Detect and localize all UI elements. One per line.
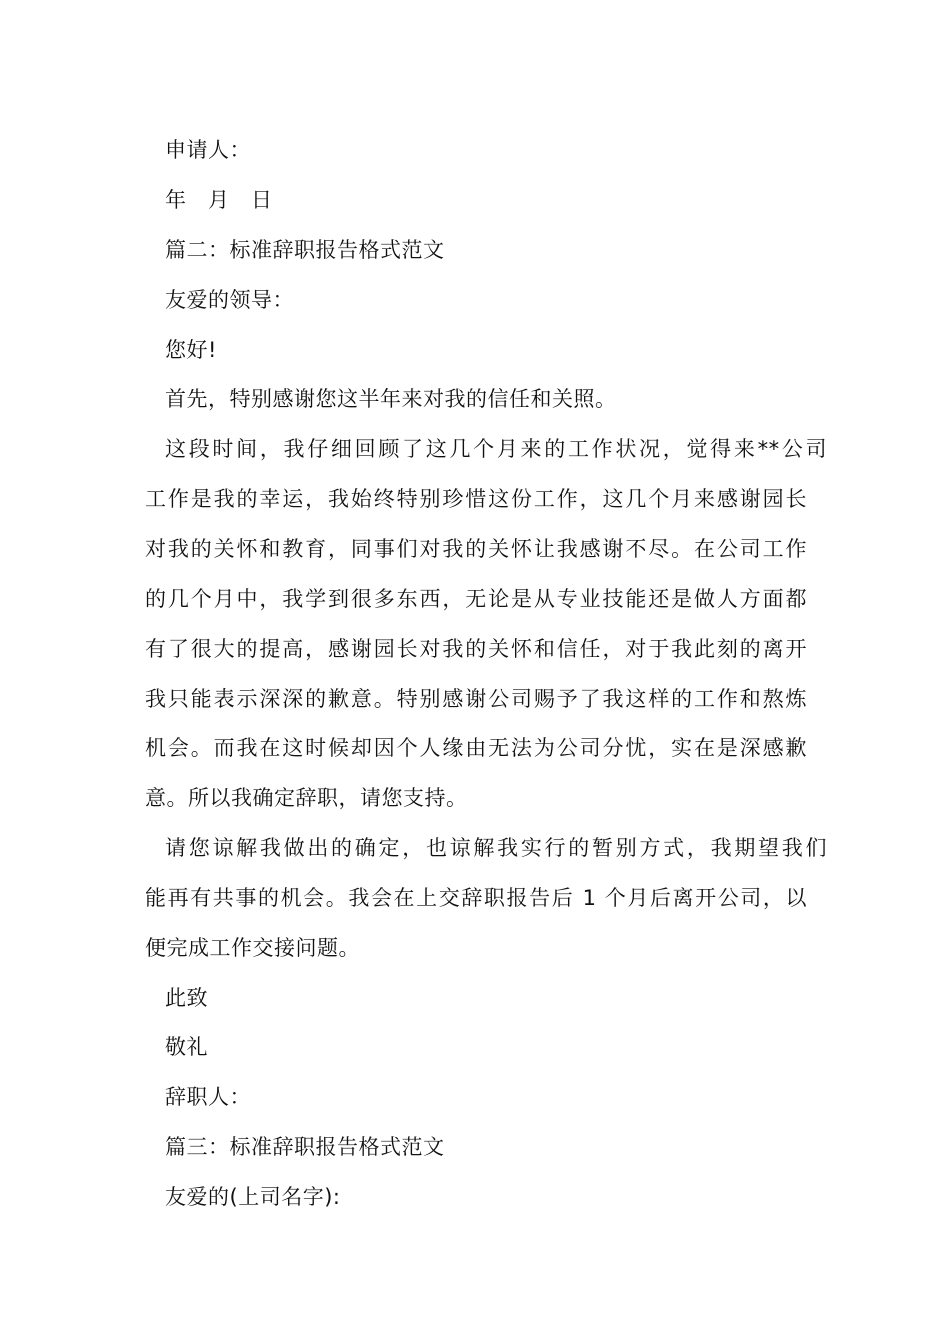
applicant-label: 申请人：	[165, 138, 251, 162]
paragraph-line: 请您谅解我做出的确定，也谅解我实行的暂别方式，我期望我们	[165, 836, 827, 860]
paragraph-line: 有了很大的提高，感谢园长对我的关怀和信任，对于我此刻的离开	[145, 637, 807, 661]
salutation: 友爱的(上司名字):	[165, 1185, 341, 1209]
paragraph-line: 工作是我的幸运，我始终特别珍惜这份工作，这几个月来感谢园长	[145, 487, 807, 511]
greeting: 您好!	[165, 338, 217, 362]
paragraph-line: 机会。而我在这时候却因个人缘由无法为公司分忧，实在是深感歉	[145, 736, 807, 760]
paragraph-line: 这段时间，我仔细回顾了这几个月来的工作状况，觉得来**公司	[165, 437, 827, 461]
paragraph-line: 能再有共事的机会。我会在上交辞职报告后 1 个月后离开公司，以	[145, 886, 807, 910]
closing-line: 此致	[165, 986, 208, 1010]
signatory-label: 辞职人：	[165, 1085, 251, 1109]
salutation: 友爱的领导：	[165, 288, 294, 312]
section-heading: 篇二：标准辞职报告格式范文	[165, 238, 445, 262]
paragraph-line: 对我的关怀和教育，同事们对我的关怀让我感谢不尽。在公司工作	[145, 537, 807, 561]
paragraph-line: 便完成工作交接问题。	[145, 936, 360, 960]
closing-line: 敬礼	[165, 1035, 208, 1059]
paragraph-line: 首先，特别感谢您这半年来对我的信任和关照。	[165, 387, 617, 411]
section-heading: 篇三：标准辞职报告格式范文	[165, 1135, 445, 1159]
paragraph-line: 我只能表示深深的歉意。特别感谢公司赐予了我这样的工作和熬炼	[145, 687, 807, 711]
paragraph-line: 意。所以我确定辞职，请您支持。	[145, 786, 468, 810]
date-line: 年 月 日	[165, 188, 273, 212]
paragraph-line: 的几个月中，我学到很多东西，无论是从专业技能还是做人方面都	[145, 587, 807, 611]
